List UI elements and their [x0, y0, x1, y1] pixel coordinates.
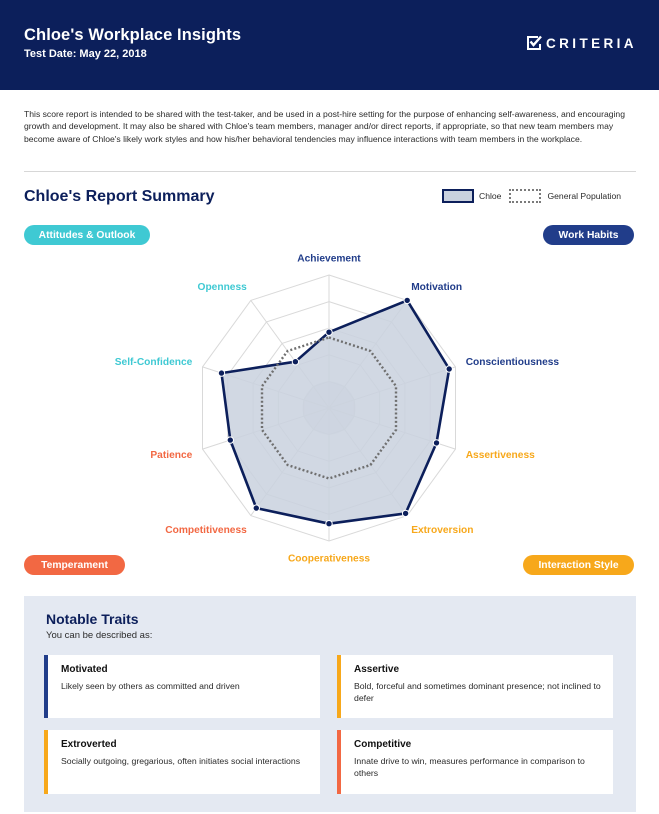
notable-traits-panel [24, 596, 636, 812]
legend-swatch-population [509, 189, 541, 203]
radar-axis-label: Competitiveness [165, 524, 247, 536]
intro-paragraph: This score report is intended to be shared with the test-taker, and be used in a post-hire setting for the purpose of enhancing self-awareness, and encouraging growth and development. It may also be shared with Chloe's team members, manager and/or direct reports, if appropriate, so that new team members may become aware of Chloe's likely work styles and how his/her behavioral tendencies may influence interactions with team members in the workplace. [24, 109, 625, 144]
radar-axis-label: Self-Confidence [114, 357, 193, 369]
summary-title: Chloe's Report Summary [24, 188, 215, 205]
legend-label-population: General Population [547, 191, 622, 201]
traits-subtitle: You can be described as: [46, 630, 153, 641]
chart-legend [442, 189, 621, 203]
trait-name: Competitive [354, 739, 412, 750]
radar-point [402, 510, 408, 516]
radar-point [404, 297, 410, 303]
trait-description: Bold, forceful and sometimes dominant presence; not inclined to defer [354, 681, 601, 704]
checkmark-logo-icon [526, 35, 542, 51]
radar-axis-label: Cooperativeness [287, 553, 371, 565]
legend-swatch-person [442, 189, 474, 203]
section-divider [24, 171, 636, 172]
radar-series-person [222, 300, 450, 523]
radar-point [253, 505, 259, 511]
radar-axis-label: Motivation [411, 282, 463, 294]
criteria-logo [526, 35, 637, 51]
trait-card-competitive [337, 730, 613, 794]
radar-point [218, 370, 224, 376]
category-pill-attitudes: Attitudes & Outlook [24, 225, 150, 245]
trait-description: Innate drive to win, measures performance in comparison to others [354, 756, 585, 779]
test-date: Test Date: May 22, 2018 [24, 48, 147, 60]
brand-name: CRITERIA [546, 35, 637, 51]
radar-axis-label: Assertiveness [465, 449, 535, 461]
radar-axis-label: Openness [197, 282, 247, 294]
category-pill-temperament: Temperament [24, 555, 125, 575]
trait-name: Motivated [61, 664, 108, 675]
trait-card-motivated [44, 655, 320, 718]
report-header [0, 0, 659, 90]
radar-point [292, 359, 298, 365]
traits-title: Notable Traits [46, 611, 139, 627]
category-pill-interaction-style: Interaction Style [523, 555, 634, 575]
trait-description: Socially outgoing, gregarious, often initiates social interactions [61, 756, 301, 766]
trait-name: Assertive [354, 664, 400, 675]
category-pill-work-habits: Work Habits [543, 225, 634, 245]
radar-axis-label: Achievement [297, 253, 361, 265]
radar-point [446, 366, 452, 372]
trait-card-assertive [337, 655, 613, 718]
trait-card-extroverted [44, 730, 320, 794]
trait-name: Extroverted [61, 739, 117, 750]
legend-label-person: Chloe [479, 191, 502, 201]
radar-axis-label: Patience [150, 449, 193, 461]
radar-axis-label: Conscientiousness [465, 357, 560, 369]
radar-point [433, 440, 439, 446]
report-title: Chloe's Workplace Insights [24, 26, 242, 44]
radar-point [227, 437, 233, 443]
trait-description: Likely seen by others as committed and driven [61, 681, 240, 691]
radar-point [326, 329, 332, 335]
radar-point [326, 521, 332, 527]
radar-chart [0, 235, 659, 565]
radar-axis-label: Extroversion [411, 524, 474, 536]
